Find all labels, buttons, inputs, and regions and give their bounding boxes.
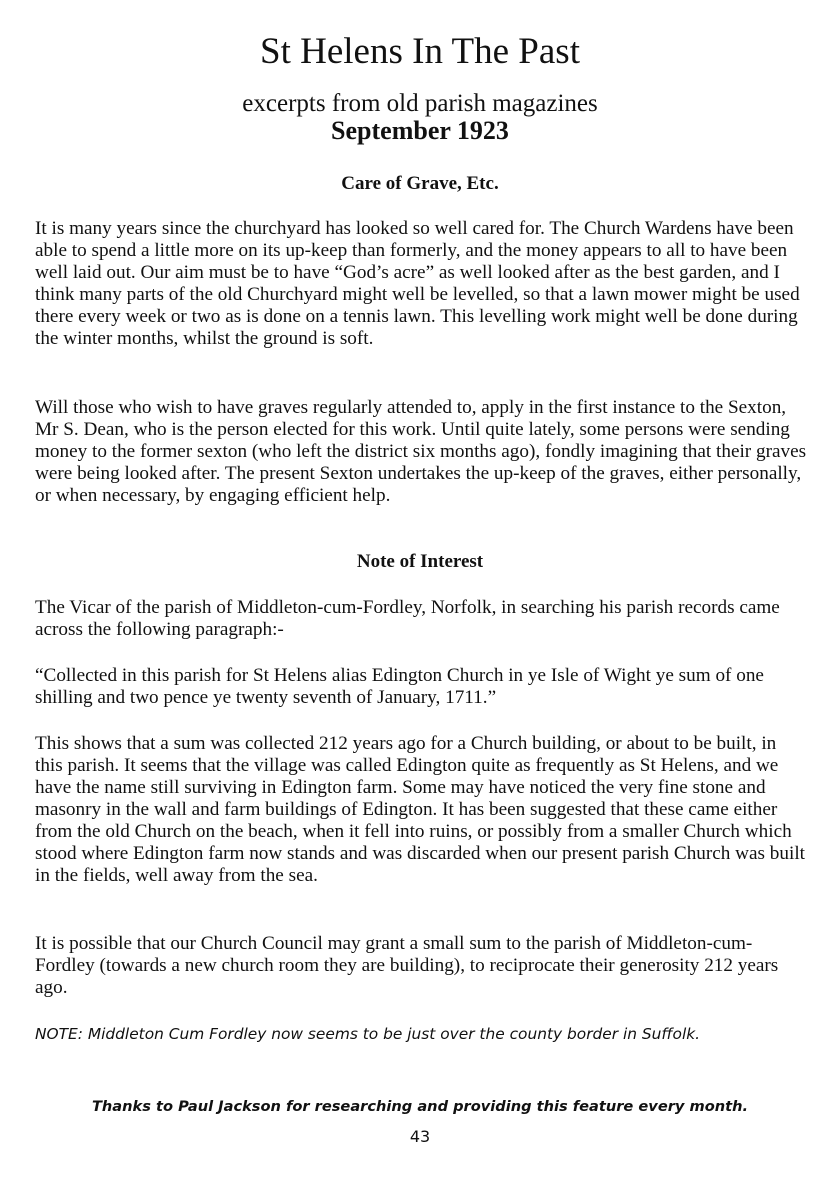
editor-note: NOTE: Middleton Cum Fordley now seems to be just over the county border in Suffolk.: [35, 1025, 701, 1043]
section-heading-care-of-grave: Care of Grave, Etc.: [341, 173, 499, 194]
paragraph-quotation-1711: “Collected in this parish for St Helens alias Edington Church in ye Isle of Wight ye sum of one shilling and two pence ye twenty seventh of January, 1711.”: [35, 665, 764, 708]
page-title: St Helens In The Past: [260, 31, 580, 72]
acknowledgement: Thanks to Paul Jackson for researching and providing this feature every month.: [91, 1098, 749, 1115]
section-heading-note-of-interest: Note of Interest: [356, 551, 484, 572]
paragraph-edington-history: This shows that a sum was collected 212 years ago for a Church building, or about to be built, in this parish. It seems that the village was called Edington quite as frequently as St Helens, and we have the name still surviving in Edington farm. Some may have noticed the very fine stone and masonry in the wall and farm buildings of Edington. It has been suggested that these came either from the old Church on the beach, when it fell into ruins, or possibly from a smaller Church which stood where Edington farm now stands and was discarded when our present parish Church was built in the fields, well away from the sea.: [35, 733, 805, 886]
paragraph-vicar-records: The Vicar of the parish of Middleton-cum-Fordley, Norfolk, in searching his parish records came across the following paragraph:-: [35, 597, 780, 640]
page-subtitle: excerpts from old parish magazines: [242, 90, 598, 117]
paragraph-sexton: Will those who wish to have graves regularly attended to, apply in the first instance to the Sexton, Mr S. Dean, who is the person elected for this work. Until quite lately, some persons were sending money to the former sexton (who left the district six months ago), fondly imagining that their graves were being looked after. The present Sexton undertakes the up-keep of the graves, either personally, or when necessary, by engaging efficient help.: [35, 397, 807, 506]
issue-date: September 1923: [331, 116, 509, 145]
paragraph-churchyard-care: It is many years since the churchyard has looked so well cared for. The Church Wardens have been able to spend a little more on its up-keep than formerly, and the money appears to all to have been well laid out. Our aim must be to have “God’s acre” as well looked after as the best garden, and I think many parts of the old Churchyard might well be levelled, so that a lawn mower might be used there every week or two as is done on a tennis lawn. This levelling work might well be done during the winter months, whilst the ground is soft.: [35, 218, 800, 349]
paragraph-church-council: It is possible that our Church Council may grant a small sum to the parish of Middleton-cum-Fordley (towards a new church room they are building), to reciprocate their generosity 212 years ago.: [35, 933, 779, 998]
page-number: 43: [409, 1127, 431, 1146]
